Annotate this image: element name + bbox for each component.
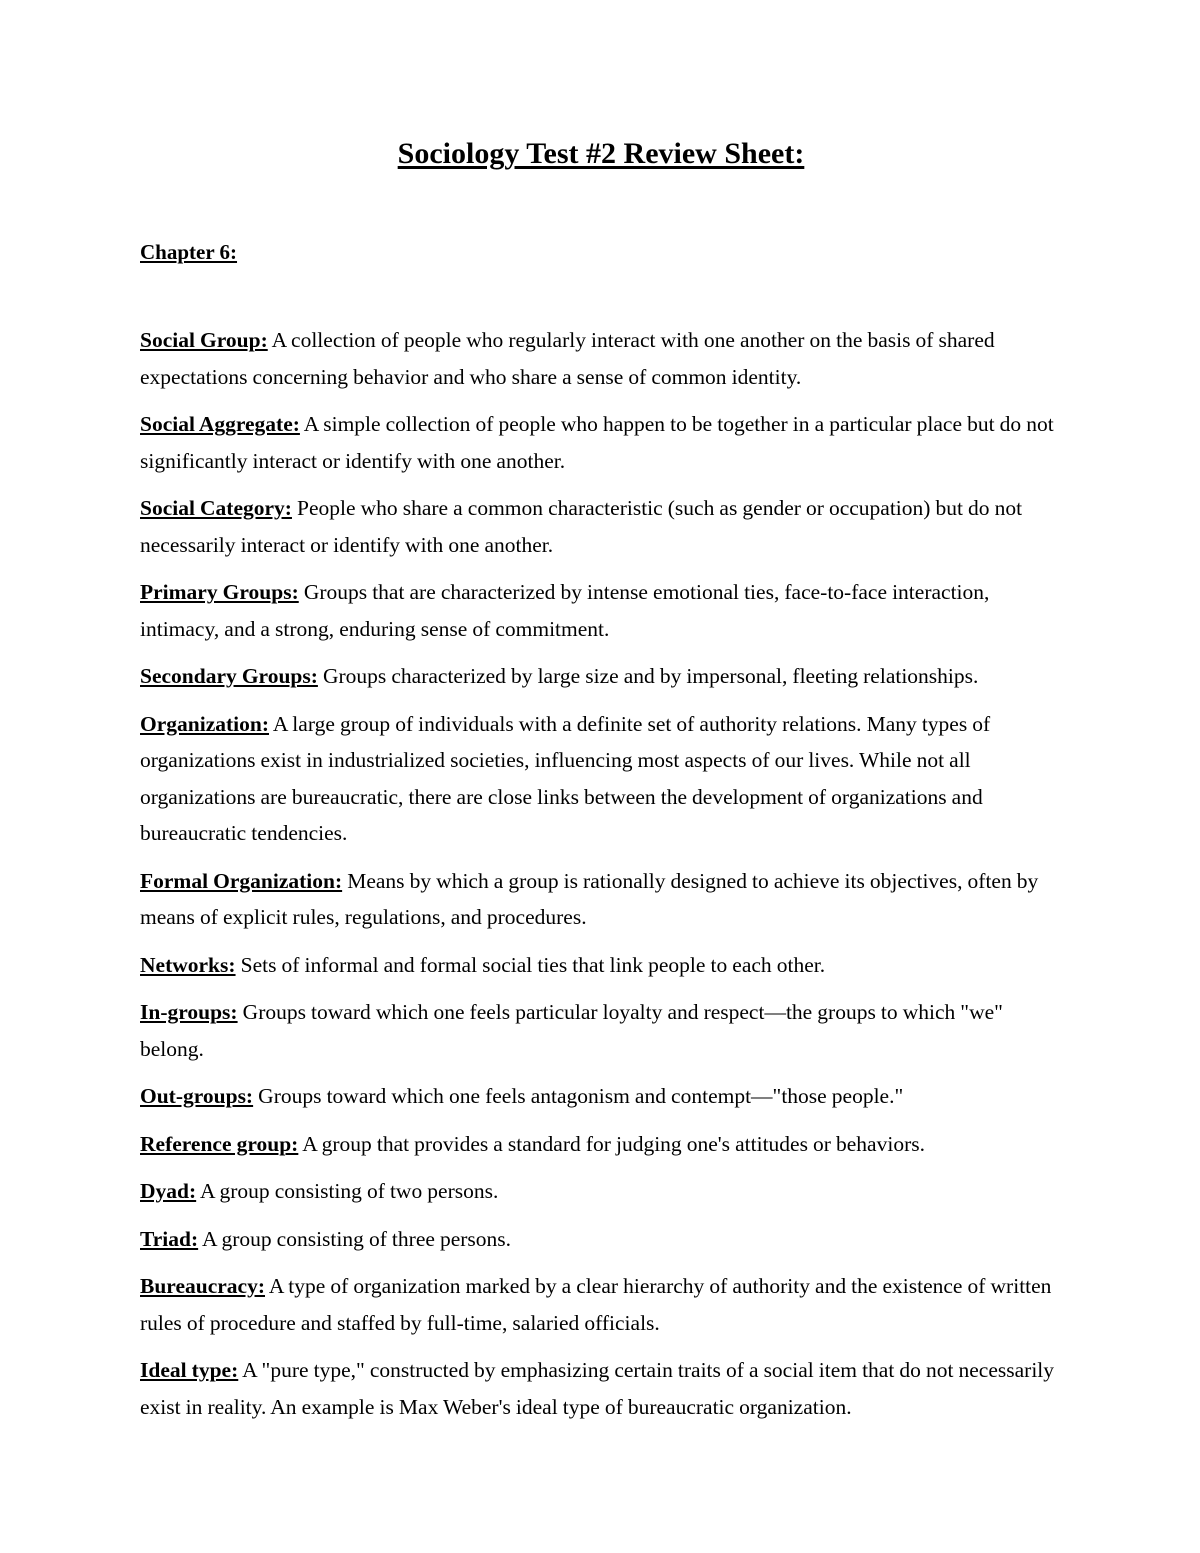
- glossary-definition: A type of organization marked by a clear hierarchy of authority and the existence of written rules of procedure and staffed by full-time, salaried officials.: [140, 1274, 1052, 1335]
- glossary-term: Out-groups:: [140, 1084, 254, 1108]
- glossary-definition: Groups toward which one feels particular loyalty and respect—the groups to which "we" belong.: [140, 1000, 1003, 1061]
- glossary-definition: A collection of people who regularly interact with one another on the basis of shared expectations concerning behavior and who share a sense of common identity.: [140, 328, 995, 389]
- glossary-term: Ideal type:: [140, 1358, 239, 1382]
- document-body: [140, 0, 1062, 1436]
- glossary-entry: [140, 1221, 1062, 1258]
- glossary-definition: Groups characterized by large size and by impersonal, fleeting relationships.: [317, 664, 979, 688]
- glossary-term: Organization:: [140, 711, 269, 736]
- glossary-entry-list: [140, 270, 1062, 1425]
- glossary-entry: [140, 1173, 1062, 1210]
- glossary-term: Social Aggregate:: [140, 412, 300, 436]
- glossary-term: Dyad:: [140, 1179, 197, 1203]
- glossary-term: Triad:: [140, 1226, 199, 1251]
- page-title: [140, 0, 1062, 172]
- glossary-entry: [140, 947, 1062, 984]
- glossary-term: Reference group:: [140, 1131, 299, 1156]
- glossary-entry: [140, 994, 1062, 1067]
- glossary-entry: [140, 322, 1062, 395]
- glossary-entry: [140, 863, 1062, 936]
- glossary-entry: [140, 490, 1062, 563]
- glossary-entry: [140, 574, 1062, 647]
- chapter-heading: [140, 172, 1062, 270]
- glossary-definition: A group consisting of three persons.: [198, 1226, 512, 1251]
- glossary-definition: Sets of informal and formal social ties that link people to each other.: [235, 952, 826, 977]
- glossary-definition: Groups toward which one feels antagonism and contempt—"those people.": [253, 1084, 904, 1108]
- glossary-definition: Means by which a group is rationally designed to achieve its objectives, often by means of explicit rules, regulations, and procedures.: [140, 868, 1039, 929]
- glossary-term: Secondary Groups:: [140, 664, 318, 688]
- glossary-definition: A "pure type," constructed by emphasizing certain traits of a social item that do not necessarily exist in reality. An example is Max Weber's ideal type of bureaucratic organization.: [140, 1358, 1055, 1419]
- glossary-entry: [140, 658, 1062, 695]
- glossary-entry: [140, 406, 1062, 479]
- glossary-entry: [140, 1078, 1062, 1115]
- glossary-term: Primary Groups:: [140, 580, 299, 604]
- chapter-heading-text: Chapter 6:: [140, 240, 238, 264]
- page-title-text: Sociology Test #2 Review Sheet:: [397, 137, 805, 170]
- glossary-term: Social Category:: [140, 496, 292, 520]
- glossary-entry: [140, 1268, 1062, 1341]
- glossary-definition: People who share a common characteristic (such as gender or occupation) but do not necessarily interact or identify with one another.: [140, 496, 1023, 557]
- glossary-definition: A group consisting of two persons.: [196, 1179, 499, 1203]
- glossary-term: Formal Organization:: [140, 868, 343, 893]
- glossary-definition: A simple collection of people who happen to be together in a particular place but do not significantly interact or identify with one another.: [140, 412, 1054, 473]
- glossary-term: Networks:: [140, 952, 236, 977]
- glossary-definition: A large group of individuals with a definite set of authority relations. Many types of organizations exist in industrialized societies, influencing most aspects of our lives. While not all organizations are bureaucratic, there are close links between the development of organizations and bureaucratic tendencies.: [140, 711, 991, 845]
- glossary-entry: [140, 706, 1062, 852]
- glossary-entry: [140, 1126, 1062, 1163]
- glossary-entry: [140, 1352, 1062, 1425]
- glossary-term: Social Group:: [140, 328, 268, 352]
- glossary-definition: A group that provides a standard for judging one's attitudes or behaviors.: [298, 1131, 925, 1156]
- glossary-term: In-groups:: [140, 1000, 238, 1024]
- glossary-definition: Groups that are characterized by intense emotional ties, face-to-face interaction, intimacy, and a strong, enduring sense of commitment.: [140, 580, 990, 641]
- glossary-term: Bureaucracy:: [140, 1274, 265, 1298]
